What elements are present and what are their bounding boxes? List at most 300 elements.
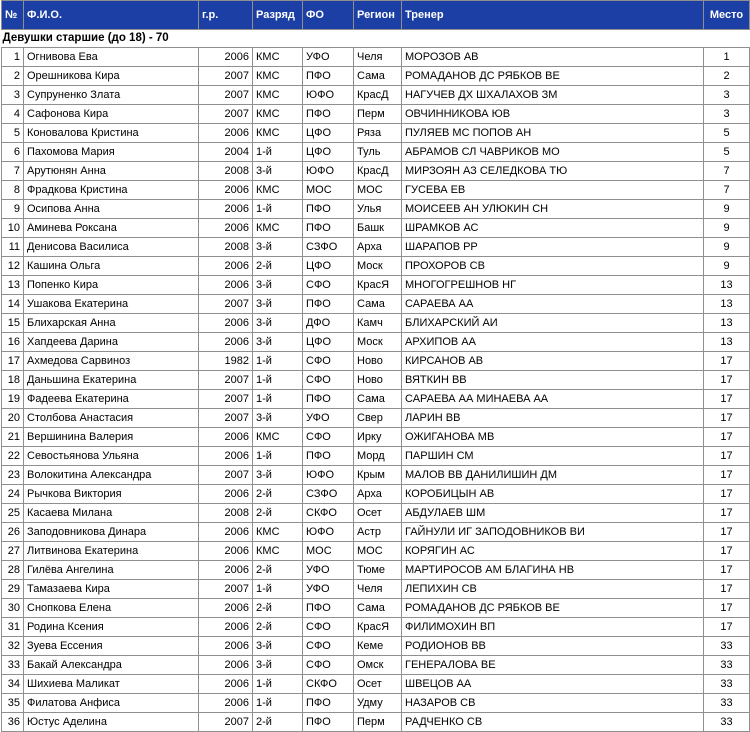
num-cell: 18 (2, 371, 24, 390)
fo-cell: ЦФО (303, 143, 354, 162)
table-row (2, 295, 750, 314)
coach-cell: ШРАМКОВ АС (402, 219, 704, 238)
fo-cell: МОС (303, 181, 354, 200)
rank-cell: КМС (253, 105, 303, 124)
num-cell: 19 (2, 390, 24, 409)
fo-cell: ЮФО (303, 523, 354, 542)
year-cell: 2006 (199, 485, 253, 504)
place-cell: 9 (704, 219, 750, 238)
table-row (2, 48, 750, 67)
year-cell: 2006 (199, 694, 253, 713)
rank-cell: 3-й (253, 333, 303, 352)
coach-cell: САРАЕВА АА (402, 295, 704, 314)
year-cell: 2006 (199, 561, 253, 580)
name-cell: Шихиева Маликат (24, 675, 199, 694)
fo-cell: СФО (303, 637, 354, 656)
num-cell: 8 (2, 181, 24, 200)
region-cell: Перм (354, 713, 402, 732)
fo-cell: УФО (303, 580, 354, 599)
name-cell: Тамазаева Кира (24, 580, 199, 599)
rank-cell: 3-й (253, 409, 303, 428)
coach-cell: МИРЗОЯН АЗ СЕЛЕДКОВА ТЮ (402, 162, 704, 181)
num-cell: 17 (2, 352, 24, 371)
table-row (2, 162, 750, 181)
fo-cell: УФО (303, 48, 354, 67)
rank-cell: КМС (253, 181, 303, 200)
table-row (2, 713, 750, 732)
place-cell: 9 (704, 238, 750, 257)
name-cell: Ахмедова Сарвиноз (24, 352, 199, 371)
table-row (2, 447, 750, 466)
header-region: Регион (354, 1, 402, 30)
year-cell: 2007 (199, 105, 253, 124)
coach-cell: ГАЙНУЛИ ИГ ЗАПОДОВНИКОВ ВИ (402, 523, 704, 542)
year-cell: 2006 (199, 637, 253, 656)
rank-cell: 3-й (253, 276, 303, 295)
table-row (2, 428, 750, 447)
num-cell: 9 (2, 200, 24, 219)
name-cell: Родина Ксения (24, 618, 199, 637)
header-row (2, 1, 750, 30)
place-cell: 33 (704, 675, 750, 694)
table-row (2, 200, 750, 219)
header-year: г.р. (199, 1, 253, 30)
table-row (2, 181, 750, 200)
table-row (2, 67, 750, 86)
num-cell: 1 (2, 48, 24, 67)
year-cell: 2006 (199, 542, 253, 561)
rank-cell: 3-й (253, 637, 303, 656)
name-cell: Сафонова Кира (24, 105, 199, 124)
coach-cell: ГЕНЕРАЛОВА ВЕ (402, 656, 704, 675)
region-cell: МОС (354, 181, 402, 200)
year-cell: 2007 (199, 67, 253, 86)
coach-cell: ЛЕПИХИН СВ (402, 580, 704, 599)
table-row (2, 314, 750, 333)
table-row (2, 656, 750, 675)
region-cell: МОС (354, 542, 402, 561)
coach-cell: МОРОЗОВ АВ (402, 48, 704, 67)
name-cell: Блихарская Анна (24, 314, 199, 333)
num-cell: 2 (2, 67, 24, 86)
year-cell: 2007 (199, 713, 253, 732)
name-cell: Аминева Роксана (24, 219, 199, 238)
fo-cell: ПФО (303, 219, 354, 238)
num-cell: 13 (2, 276, 24, 295)
table-row (2, 352, 750, 371)
place-cell: 2 (704, 67, 750, 86)
place-cell: 17 (704, 504, 750, 523)
num-cell: 15 (2, 314, 24, 333)
name-cell: Фадеева Екатерина (24, 390, 199, 409)
place-cell: 9 (704, 200, 750, 219)
num-cell: 31 (2, 618, 24, 637)
year-cell: 2007 (199, 580, 253, 599)
rank-cell: 3-й (253, 466, 303, 485)
name-cell: Гилёва Ангелина (24, 561, 199, 580)
coach-cell: КОРОБИЦЫН АВ (402, 485, 704, 504)
year-cell: 2006 (199, 314, 253, 333)
table-row (2, 466, 750, 485)
rank-cell: 3-й (253, 238, 303, 257)
region-cell: КрасЯ (354, 618, 402, 637)
year-cell: 2006 (199, 599, 253, 618)
table-row (2, 618, 750, 637)
rank-cell: 3-й (253, 656, 303, 675)
coach-cell: АБРАМОВ СЛ ЧАВРИКОВ МО (402, 143, 704, 162)
region-cell: Морд (354, 447, 402, 466)
fo-cell: СКФО (303, 675, 354, 694)
table-row (2, 599, 750, 618)
header-rank: Разряд (253, 1, 303, 30)
rank-cell: 1-й (253, 371, 303, 390)
fo-cell: СФО (303, 618, 354, 637)
name-cell: Волокитина Александра (24, 466, 199, 485)
table-row (2, 143, 750, 162)
name-cell: Вершинина Валерия (24, 428, 199, 447)
name-cell: Супруненко Злата (24, 86, 199, 105)
rank-cell: КМС (253, 219, 303, 238)
rank-cell: 2-й (253, 257, 303, 276)
year-cell: 2007 (199, 371, 253, 390)
fo-cell: ПФО (303, 295, 354, 314)
coach-cell: ПУЛЯЕВ МС ПОПОВ АН (402, 124, 704, 143)
name-cell: Орешникова Кира (24, 67, 199, 86)
fo-cell: ЮФО (303, 162, 354, 181)
region-cell: Тюме (354, 561, 402, 580)
num-cell: 16 (2, 333, 24, 352)
region-cell: Ряза (354, 124, 402, 143)
coach-cell: РОМАДАНОВ ДС РЯБКОВ ВЕ (402, 599, 704, 618)
num-cell: 23 (2, 466, 24, 485)
num-cell: 33 (2, 656, 24, 675)
num-cell: 26 (2, 523, 24, 542)
region-cell: Свер (354, 409, 402, 428)
year-cell: 2007 (199, 295, 253, 314)
year-cell: 2006 (199, 257, 253, 276)
rank-cell: КМС (253, 124, 303, 143)
table-row (2, 238, 750, 257)
rank-cell: 1-й (253, 200, 303, 219)
year-cell: 2006 (199, 523, 253, 542)
table-row (2, 257, 750, 276)
region-cell: Осет (354, 504, 402, 523)
fo-cell: ЦФО (303, 333, 354, 352)
year-cell: 2006 (199, 124, 253, 143)
region-cell: Моск (354, 257, 402, 276)
region-cell: Моск (354, 333, 402, 352)
place-cell: 17 (704, 371, 750, 390)
fo-cell: ПФО (303, 67, 354, 86)
place-cell: 13 (704, 333, 750, 352)
table-row (2, 105, 750, 124)
table-row (2, 390, 750, 409)
fo-cell: СКФО (303, 504, 354, 523)
year-cell: 2007 (199, 86, 253, 105)
place-cell: 17 (704, 618, 750, 637)
name-cell: Огнивова Ева (24, 48, 199, 67)
coach-cell: НАГУЧЕВ ДХ ШХАЛАХОВ ЗМ (402, 86, 704, 105)
name-cell: Пахомова Мария (24, 143, 199, 162)
rank-cell: 2-й (253, 618, 303, 637)
year-cell: 2006 (199, 200, 253, 219)
name-cell: Даньшина Екатерина (24, 371, 199, 390)
fo-cell: ПФО (303, 694, 354, 713)
fo-cell: УФО (303, 561, 354, 580)
name-cell: Столбова Анастасия (24, 409, 199, 428)
coach-cell: МОИСЕЕВ АН УЛЮКИН СН (402, 200, 704, 219)
name-cell: Фрадкова Кристина (24, 181, 199, 200)
place-cell: 7 (704, 181, 750, 200)
num-cell: 20 (2, 409, 24, 428)
coach-cell: ЛАРИН ВВ (402, 409, 704, 428)
rank-cell: КМС (253, 428, 303, 447)
table-row (2, 219, 750, 238)
coach-cell: ФИЛИМОХИН ВП (402, 618, 704, 637)
name-cell: Снопкова Елена (24, 599, 199, 618)
table-row (2, 580, 750, 599)
place-cell: 33 (704, 694, 750, 713)
place-cell: 17 (704, 599, 750, 618)
name-cell: Рычкова Виктория (24, 485, 199, 504)
num-cell: 3 (2, 86, 24, 105)
place-cell: 33 (704, 713, 750, 732)
coach-cell: КОРЯГИН АС (402, 542, 704, 561)
num-cell: 29 (2, 580, 24, 599)
table-row (2, 276, 750, 295)
coach-cell: МАРТИРОСОВ АМ БЛАГИНА НВ (402, 561, 704, 580)
place-cell: 17 (704, 447, 750, 466)
region-cell: Сама (354, 390, 402, 409)
region-cell: Сама (354, 599, 402, 618)
place-cell: 17 (704, 561, 750, 580)
year-cell: 2007 (199, 409, 253, 428)
region-cell: Челя (354, 580, 402, 599)
year-cell: 2006 (199, 219, 253, 238)
year-cell: 2006 (199, 181, 253, 200)
num-cell: 34 (2, 675, 24, 694)
region-cell: КрасЯ (354, 276, 402, 295)
num-cell: 25 (2, 504, 24, 523)
place-cell: 17 (704, 542, 750, 561)
coach-cell: ПРОХОРОВ СВ (402, 257, 704, 276)
region-cell: Омск (354, 656, 402, 675)
name-cell: Филатова Анфиса (24, 694, 199, 713)
table-row (2, 523, 750, 542)
fo-cell: СФО (303, 352, 354, 371)
fo-cell: ЦФО (303, 124, 354, 143)
name-cell: Литвинова Екатерина (24, 542, 199, 561)
rank-cell: 2-й (253, 485, 303, 504)
num-cell: 27 (2, 542, 24, 561)
name-cell: Попенко Кира (24, 276, 199, 295)
rank-cell: 3-й (253, 295, 303, 314)
year-cell: 2006 (199, 48, 253, 67)
name-cell: Денисова Василиса (24, 238, 199, 257)
fo-cell: ЮФО (303, 86, 354, 105)
place-cell: 3 (704, 105, 750, 124)
fo-cell: ПФО (303, 713, 354, 732)
table-row (2, 637, 750, 656)
year-cell: 2006 (199, 447, 253, 466)
year-cell: 2004 (199, 143, 253, 162)
fo-cell: СФО (303, 428, 354, 447)
fo-cell: СФО (303, 276, 354, 295)
num-cell: 14 (2, 295, 24, 314)
rank-cell: КМС (253, 86, 303, 105)
place-cell: 17 (704, 409, 750, 428)
region-cell: Сама (354, 295, 402, 314)
place-cell: 13 (704, 276, 750, 295)
name-cell: Заподовникова Динара (24, 523, 199, 542)
region-cell: Удму (354, 694, 402, 713)
name-cell: Юстус Аделина (24, 713, 199, 732)
rank-cell: 1-й (253, 390, 303, 409)
fo-cell: ДФО (303, 314, 354, 333)
name-cell: Зуева Ессения (24, 637, 199, 656)
region-cell: Сама (354, 67, 402, 86)
coach-cell: КИРСАНОВ АВ (402, 352, 704, 371)
name-cell: Ушакова Екатерина (24, 295, 199, 314)
fo-cell: МОС (303, 542, 354, 561)
table-row (2, 694, 750, 713)
results-table (1, 0, 750, 732)
name-cell: Касаева Милана (24, 504, 199, 523)
fo-cell: ЦФО (303, 257, 354, 276)
year-cell: 2007 (199, 466, 253, 485)
year-cell: 2006 (199, 428, 253, 447)
header-name: Ф.И.О. (24, 1, 199, 30)
coach-cell: РАДЧЕНКО СВ (402, 713, 704, 732)
num-cell: 30 (2, 599, 24, 618)
place-cell: 17 (704, 485, 750, 504)
name-cell: Коновалова Кристина (24, 124, 199, 143)
num-cell: 12 (2, 257, 24, 276)
coach-cell: БЛИХАРСКИЙ АИ (402, 314, 704, 333)
rank-cell: 2-й (253, 599, 303, 618)
coach-cell: АБДУЛАЕВ ШМ (402, 504, 704, 523)
table-row (2, 86, 750, 105)
rank-cell: КМС (253, 542, 303, 561)
rank-cell: КМС (253, 523, 303, 542)
year-cell: 2008 (199, 162, 253, 181)
rank-cell: КМС (253, 48, 303, 67)
coach-cell: ВЯТКИН ВВ (402, 371, 704, 390)
fo-cell: СЗФО (303, 238, 354, 257)
region-cell: Ново (354, 371, 402, 390)
table-row (2, 485, 750, 504)
fo-cell: СФО (303, 656, 354, 675)
table-row (2, 542, 750, 561)
region-cell: Осет (354, 675, 402, 694)
coach-cell: ШАРАПОВ РР (402, 238, 704, 257)
rank-cell: 1-й (253, 447, 303, 466)
num-cell: 10 (2, 219, 24, 238)
fo-cell: ПФО (303, 447, 354, 466)
num-cell: 35 (2, 694, 24, 713)
fo-cell: СФО (303, 371, 354, 390)
rank-cell: 1-й (253, 694, 303, 713)
coach-cell: ШВЕЦОВ АА (402, 675, 704, 694)
region-cell: Ново (354, 352, 402, 371)
region-cell: КрасД (354, 86, 402, 105)
year-cell: 2007 (199, 390, 253, 409)
place-cell: 33 (704, 637, 750, 656)
num-cell: 21 (2, 428, 24, 447)
name-cell: Бакай Александра (24, 656, 199, 675)
year-cell: 2006 (199, 675, 253, 694)
num-cell: 11 (2, 238, 24, 257)
coach-cell: МАЛОВ ВВ ДАНИЛИШИН ДМ (402, 466, 704, 485)
rank-cell: 2-й (253, 561, 303, 580)
rank-cell: 1-й (253, 143, 303, 162)
group-row (2, 30, 750, 48)
rank-cell: 3-й (253, 162, 303, 181)
table-row (2, 333, 750, 352)
year-cell: 2006 (199, 618, 253, 637)
coach-cell: ГУСЕВА ЕВ (402, 181, 704, 200)
rank-cell: 2-й (253, 713, 303, 732)
rank-cell: 3-й (253, 314, 303, 333)
table-row (2, 371, 750, 390)
table-row (2, 409, 750, 428)
place-cell: 17 (704, 352, 750, 371)
place-cell: 7 (704, 162, 750, 181)
fo-cell: ПФО (303, 599, 354, 618)
fo-cell: УФО (303, 409, 354, 428)
year-cell: 2006 (199, 333, 253, 352)
group-title: Девушки старшие (до 18) - 70 (2, 32, 169, 44)
rank-cell: 1-й (253, 675, 303, 694)
region-cell: Челя (354, 48, 402, 67)
num-cell: 36 (2, 713, 24, 732)
region-cell: Кеме (354, 637, 402, 656)
coach-cell: НАЗАРОВ СВ (402, 694, 704, 713)
place-cell: 9 (704, 257, 750, 276)
name-cell: Арутюнян Анна (24, 162, 199, 181)
place-cell: 33 (704, 656, 750, 675)
place-cell: 17 (704, 580, 750, 599)
table-row (2, 675, 750, 694)
place-cell: 3 (704, 86, 750, 105)
place-cell: 5 (704, 143, 750, 162)
table-row (2, 561, 750, 580)
header-fo: ФО (303, 1, 354, 30)
year-cell: 2008 (199, 238, 253, 257)
place-cell: 13 (704, 295, 750, 314)
header-num: № (2, 1, 24, 30)
coach-cell: РОДИОНОВ ВВ (402, 637, 704, 656)
fo-cell: ПФО (303, 390, 354, 409)
place-cell: 17 (704, 466, 750, 485)
region-cell: КрасД (354, 162, 402, 181)
region-cell: Арха (354, 238, 402, 257)
year-cell: 2006 (199, 276, 253, 295)
coach-cell: АРХИПОВ АА (402, 333, 704, 352)
num-cell: 28 (2, 561, 24, 580)
num-cell: 32 (2, 637, 24, 656)
num-cell: 6 (2, 143, 24, 162)
rank-cell: 1-й (253, 352, 303, 371)
num-cell: 22 (2, 447, 24, 466)
region-cell: Башк (354, 219, 402, 238)
name-cell: Кашина Ольга (24, 257, 199, 276)
table-row (2, 124, 750, 143)
place-cell: 17 (704, 428, 750, 447)
rank-cell: 2-й (253, 504, 303, 523)
year-cell: 1982 (199, 352, 253, 371)
name-cell: Осипова Анна (24, 200, 199, 219)
